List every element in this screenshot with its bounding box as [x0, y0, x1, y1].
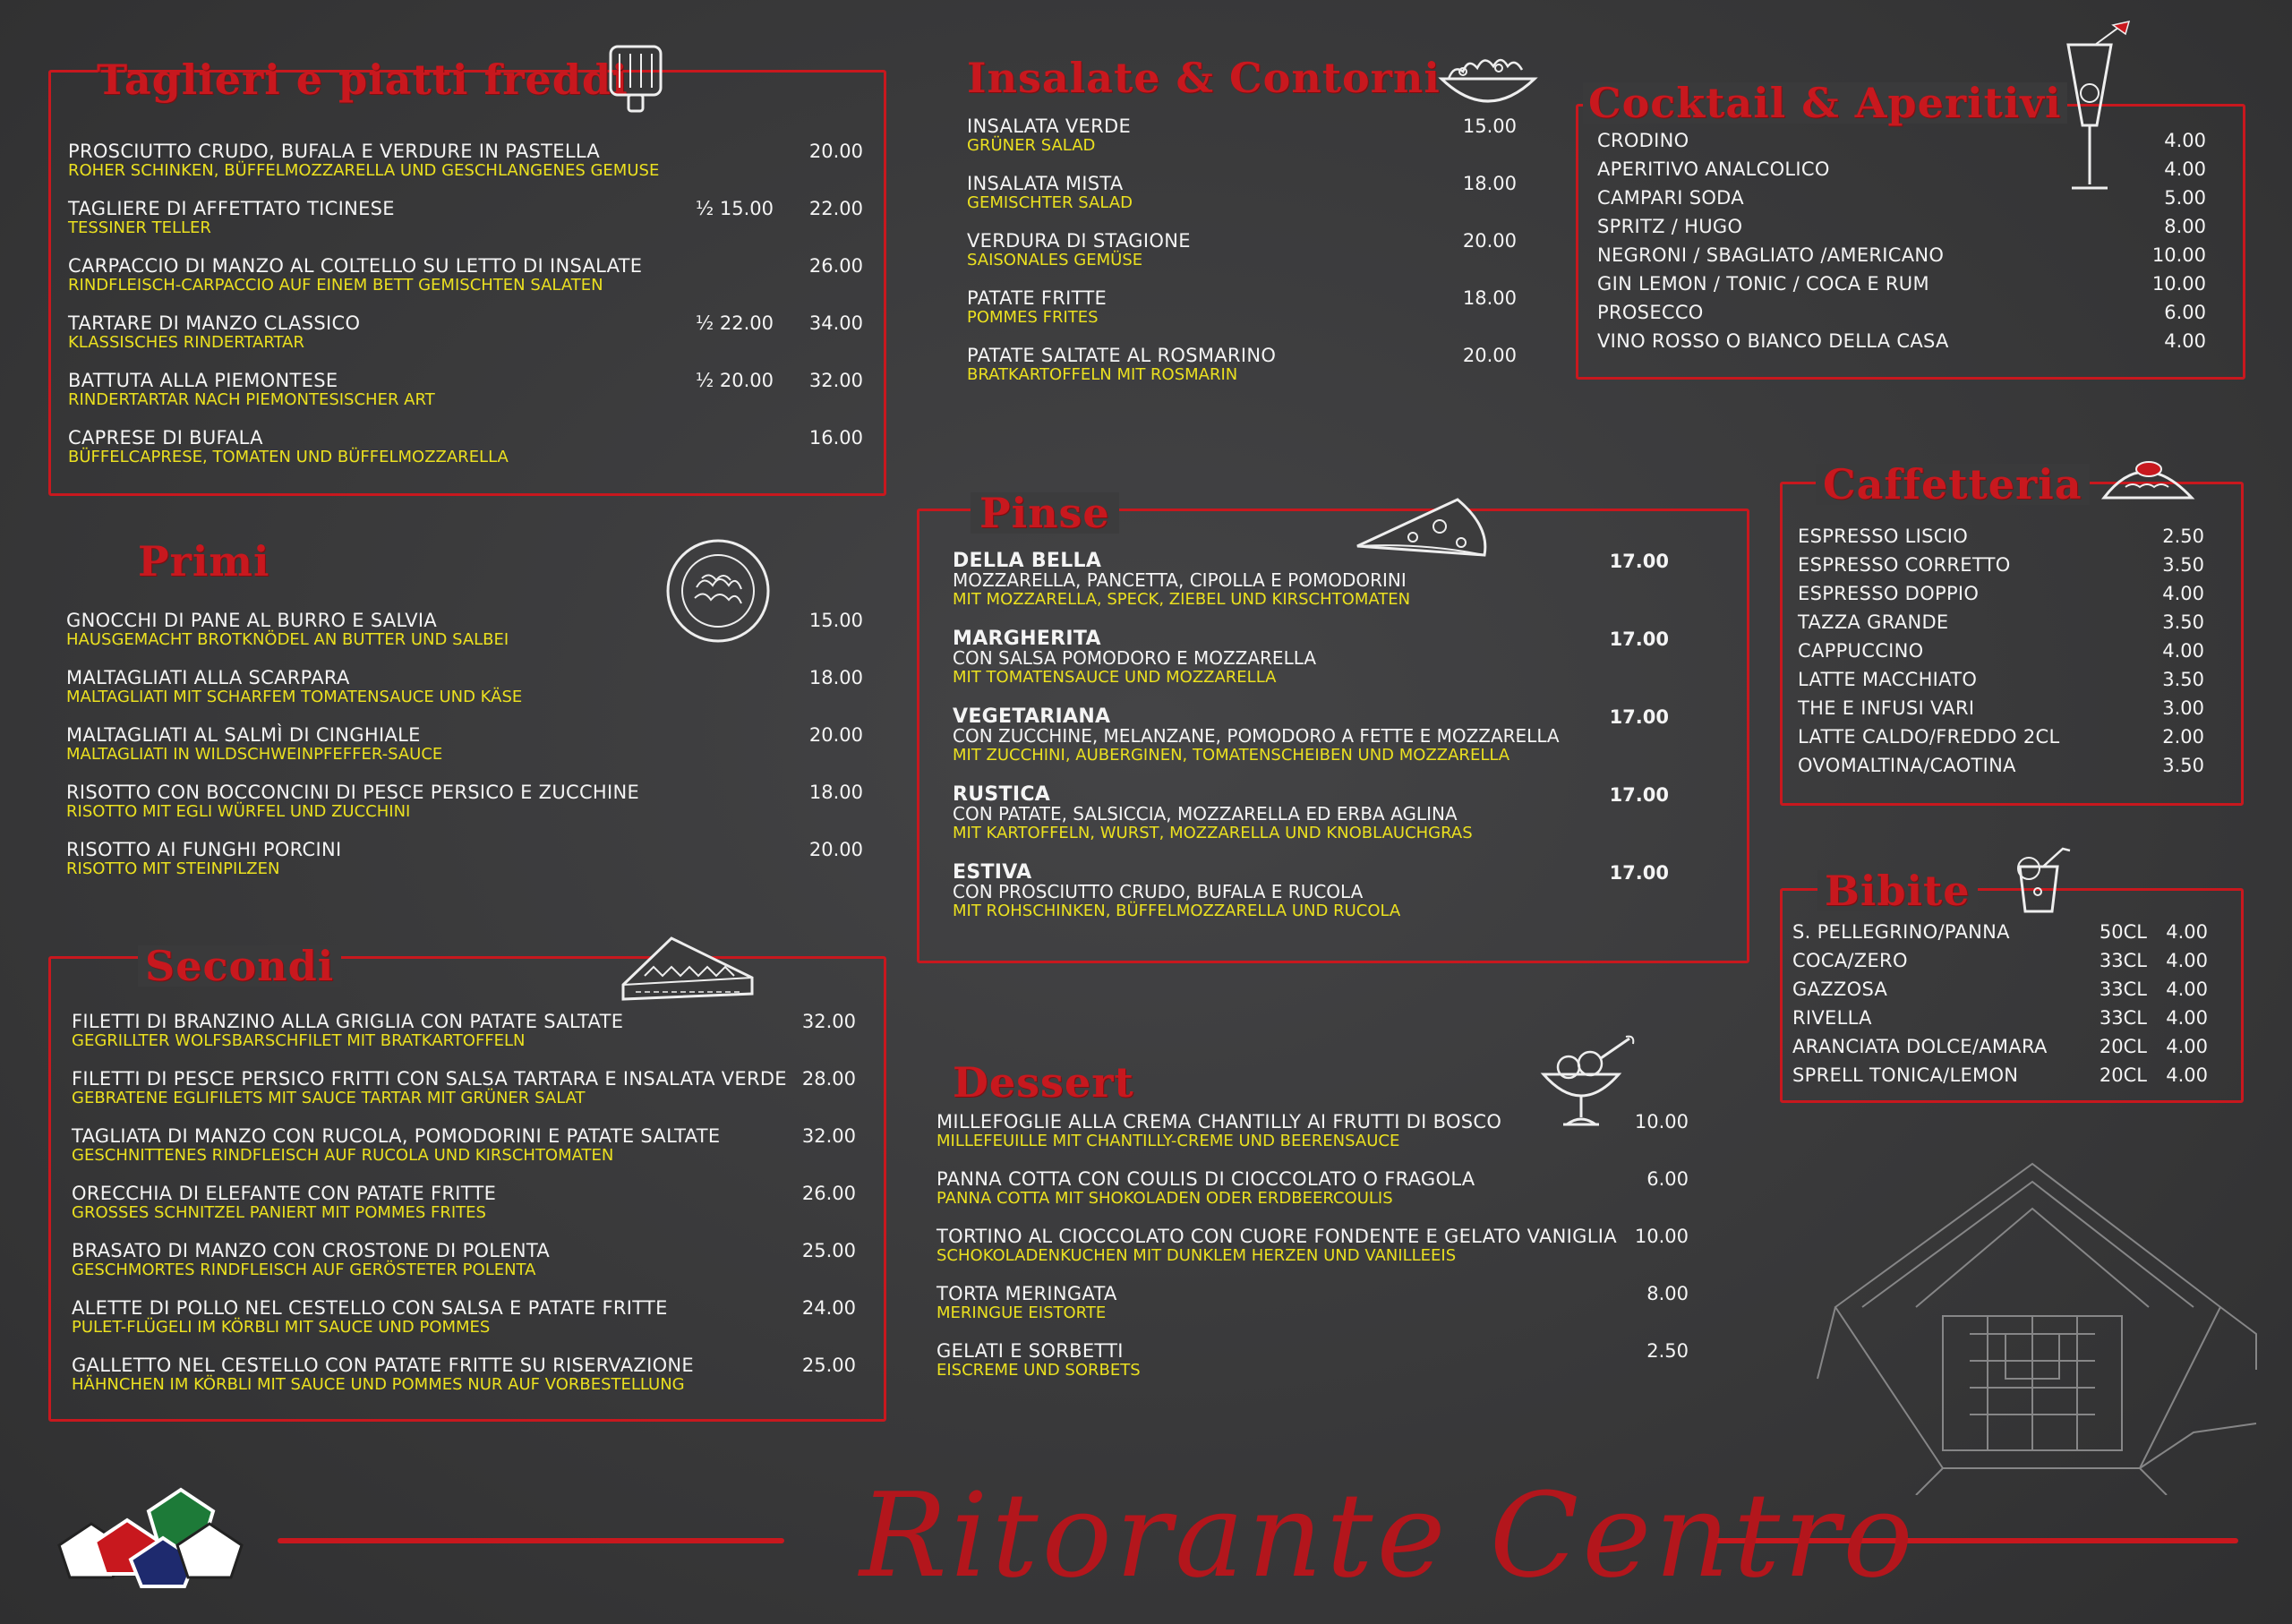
list-item [66, 611, 863, 668]
pinsa-desc: MIT MOZZARELLA, SPECK, ZIEBEL UND KIRSCHTOMATEN [953, 590, 1411, 609]
item-desc: RINDFLEISCH-CARPACCIO AUF EINEM BETT GEMISCHTEN SALATEN [68, 276, 603, 295]
item-desc: TESSINER TELLER [68, 218, 211, 237]
item-name: NEGRONI / SBAGLIATO /AMERICANO [1597, 244, 1945, 266]
item-name: ESPRESSO LISCIO [1798, 526, 1969, 547]
item-name: LATTE CALDO/FREDDO 2CL [1798, 726, 2060, 748]
item-price: 17.00 [1609, 628, 1669, 650]
item-price: 28.00 [801, 1068, 856, 1090]
item-price: 32.00 [801, 1125, 856, 1147]
list-item [1792, 951, 2208, 979]
item-half-price: ½ 15.00 [695, 198, 774, 219]
item-price: 34.00 [808, 312, 863, 334]
item-name: PROSCIUTTO CRUDO, BUFALA E VERDURE IN PASTELLA [68, 141, 601, 162]
item-desc: SCHOKOLADENKUCHEN MIT DUNKLEM HERZEN UND VANILLEEIS [936, 1246, 1457, 1265]
building-sketch-icon [1809, 1155, 2265, 1495]
pinsa-ingredients: CON PATATE, SALSICCIA, MOZZARELLA ED ERBA AGLINA [953, 803, 1458, 825]
list-item [72, 1069, 856, 1126]
item-name: GELATI E SORBETTI [936, 1340, 1124, 1362]
item-price: 4.00 [2166, 950, 2208, 971]
salad-bowl-icon [1436, 52, 1540, 115]
list-item [953, 629, 1669, 707]
item-price: 26.00 [808, 255, 863, 277]
item-name: CRODINO [1597, 130, 1689, 151]
footer-line-left [278, 1538, 784, 1543]
item-name: CAPRESE DI BUFALA [68, 427, 263, 449]
item-name: GAZZOSA [1792, 979, 1888, 1000]
item-name: TORTA MERINGATA [936, 1283, 1117, 1304]
item-price: 32.00 [801, 1011, 856, 1032]
list-item [72, 1184, 856, 1241]
item-price: 17.00 [1609, 862, 1669, 884]
item-price: 2.00 [2162, 726, 2204, 748]
item-price: 2.50 [2162, 526, 2204, 547]
list-item [953, 707, 1669, 785]
cocktail-list [1597, 131, 2206, 360]
item-price: 4.00 [2162, 640, 2204, 662]
taglieri-title: Taglieri e piatti freddi [97, 56, 629, 104]
item-name: COCA/ZERO [1792, 950, 1908, 971]
item-name: OVOMALTINA/CAOTINA [1798, 755, 2016, 776]
list-item [953, 551, 1669, 629]
list-item [1792, 1065, 2208, 1094]
item-desc: EISCREME UND SORBETS [936, 1361, 1141, 1380]
coffee-beans-icon [2099, 451, 2197, 503]
list-item [967, 116, 1517, 174]
taglieri-list [68, 141, 863, 485]
item-price: 20.00 [808, 839, 863, 860]
item-name: SPRELL TONICA/LEMON [1792, 1064, 2019, 1086]
item-name: TORTINO AL CIOCCOLATO CON CUORE FONDENTE E GELATO VANIGLIA [936, 1226, 1617, 1247]
list-item [72, 1126, 856, 1184]
pinsa-name: MARGHERITA [953, 628, 1101, 650]
primi-list [66, 611, 863, 897]
item-desc: GEGRILLTER WOLFSBARSCHFILET MIT BRATKARTOFFELN [72, 1031, 526, 1050]
item-size: 20CL [2099, 1064, 2147, 1086]
list-item [68, 428, 863, 485]
secondi-list [72, 1012, 856, 1413]
item-price: 18.00 [808, 782, 863, 803]
item-desc: RINDERTARTAR NACH PIEMONTESISCHER ART [68, 390, 435, 409]
list-item [936, 1227, 1689, 1284]
item-desc: POMMES FRITES [967, 308, 1099, 327]
list-item [1798, 698, 2204, 727]
item-size: 33CL [2099, 979, 2147, 1000]
list-item [72, 1298, 856, 1355]
list-item [1798, 612, 2204, 641]
item-price: 4.00 [2162, 583, 2204, 604]
list-item [1798, 641, 2204, 670]
item-price: 3.50 [2162, 669, 2204, 690]
list-item [1792, 979, 2208, 1008]
item-name: BRASATO DI MANZO CON CROSTONE DI POLENTA [72, 1240, 550, 1261]
item-name: ESPRESSO DOPPIO [1798, 583, 1980, 604]
pinsa-name: VEGETARIANA [953, 705, 1111, 728]
item-name: PANNA COTTA CON COULIS DI CIOCCOLATO O FRAGOLA [936, 1168, 1475, 1190]
list-item [936, 1169, 1689, 1227]
item-price: 20.00 [808, 724, 863, 746]
item-name: MALTAGLIATI AL SALMÌ DI CINGHIALE [66, 724, 421, 746]
item-name: ESPRESSO CORRETTO [1798, 554, 2011, 576]
list-item [68, 141, 863, 199]
item-size: 33CL [2099, 950, 2147, 971]
list-item [936, 1341, 1689, 1398]
item-size: 20CL [2099, 1036, 2147, 1057]
item-price: 4.00 [2164, 330, 2206, 352]
item-price: 3.50 [2162, 755, 2204, 776]
item-price: 10.00 [1634, 1111, 1689, 1133]
item-desc: BRATKARTOFFELN MIT ROSMARIN [967, 365, 1238, 384]
item-desc: GEMISCHTER SALAD [967, 193, 1133, 212]
list-item [936, 1284, 1689, 1341]
item-price: 20.00 [1462, 230, 1517, 252]
list-item [66, 725, 863, 782]
secondi-title: Secondi [138, 945, 341, 987]
list-item [953, 863, 1669, 941]
item-name: LATTE MACCHIATO [1798, 669, 1978, 690]
item-name: VINO ROSSO O BIANCO DELLA CASA [1597, 330, 1949, 352]
item-name: CARPACCIO DI MANZO AL COLTELLO SU LETTO DI INSALATE [68, 255, 643, 277]
item-desc: PULET-FLÜGELI IM KÖRBLI MIT SAUCE UND POMMES [72, 1318, 491, 1337]
primi-title: Primi [138, 537, 270, 585]
item-price: 4.00 [2166, 921, 2208, 943]
list-item [68, 199, 863, 256]
bibite-list [1792, 922, 2208, 1094]
item-name: ALETTE DI POLLO NEL CESTELLO CON SALSA E PATATE FRITTE [72, 1297, 668, 1319]
caffetteria-title: Caffetteria [1816, 464, 2090, 505]
list-item [66, 668, 863, 725]
item-price: 3.00 [2162, 697, 2204, 719]
caffetteria-list [1798, 526, 2204, 784]
item-price: 2.50 [1646, 1340, 1689, 1362]
item-price: 17.00 [1609, 551, 1669, 572]
list-item [967, 231, 1517, 288]
item-desc: GRÜNER SALAD [967, 136, 1096, 155]
list-item [1798, 584, 2204, 612]
item-name: MILLEFOGLIE ALLA CREMA CHANTILLY AI FRUTTI DI BOSCO [936, 1111, 1502, 1133]
item-desc: MALTAGLIATI MIT SCHARFEM TOMATENSAUCE UND KÄSE [66, 688, 523, 706]
item-name: TARTARE DI MANZO CLASSICO [68, 312, 361, 334]
list-item [1597, 274, 2206, 303]
item-name: THE E INFUSI VARI [1798, 697, 1975, 719]
list-item [68, 313, 863, 371]
list-item [1792, 1008, 2208, 1037]
item-name: TAGLIERE DI AFFETTATO TICINESE [68, 198, 395, 219]
item-name: GIN LEMON / TONIC / COCA E RUM [1597, 273, 1929, 295]
item-price: 20.00 [1462, 345, 1517, 366]
item-price: 22.00 [808, 198, 863, 219]
item-price: 4.00 [2164, 130, 2206, 151]
item-price: 6.00 [1646, 1168, 1689, 1190]
item-price: 16.00 [808, 427, 863, 449]
pinsa-desc: MIT KARTOFFELN, WURST, MOZZARELLA UND KNOBLAUCHGRAS [953, 824, 1473, 842]
list-item [68, 371, 863, 428]
item-name: BATTUTA ALLA PIEMONTESE [68, 370, 338, 391]
pinsa-name: ESTIVA [953, 861, 1032, 884]
list-item [1597, 303, 2206, 331]
item-desc: GESCHMORTES RINDFLEISCH AUF GERÖSTETER POLENTA [72, 1261, 536, 1279]
list-item [953, 785, 1669, 863]
logo-pentagons-icon [52, 1472, 251, 1588]
item-name: ARANCIATA DOLCE/AMARA [1792, 1036, 2048, 1057]
item-price: 18.00 [1462, 173, 1517, 194]
list-item [1597, 131, 2206, 159]
item-half-price: ½ 22.00 [695, 312, 774, 334]
item-half-price: ½ 20.00 [695, 370, 774, 391]
item-desc: SAISONALES GEMÜSE [967, 251, 1143, 269]
pinsa-ingredients: MOZZARELLA, PANCETTA, CIPOLLA E POMODORINI [953, 569, 1407, 591]
item-size: 50CL [2099, 921, 2147, 943]
list-item [1792, 922, 2208, 951]
item-price: 20.00 [808, 141, 863, 162]
drink-glass-icon [2011, 845, 2074, 917]
bibite-title: Bibite [1817, 870, 1978, 911]
item-name: RISOTTO CON BOCCONCINI DI PESCE PERSICO E ZUCCHINE [66, 782, 640, 803]
list-item [967, 174, 1517, 231]
item-price: 10.00 [2151, 244, 2206, 266]
pinsa-ingredients: CON SALSA POMODORO E MOZZARELLA [953, 647, 1316, 669]
item-price: 24.00 [801, 1297, 856, 1319]
item-name: CAPPUCCINO [1798, 640, 1924, 662]
item-price: 18.00 [808, 667, 863, 688]
item-size: 33CL [2099, 1007, 2147, 1029]
item-name: PATATE SALTATE AL ROSMARINO [967, 345, 1277, 366]
pinse-list [953, 551, 1669, 941]
list-item [72, 1241, 856, 1298]
list-item [72, 1355, 856, 1413]
item-price: 17.00 [1609, 784, 1669, 806]
cutting-board-icon [605, 43, 668, 113]
list-item [1798, 756, 2204, 784]
item-price: 4.00 [2164, 158, 2206, 180]
list-item [1597, 331, 2206, 360]
item-name: SPRITZ / HUGO [1597, 216, 1743, 237]
list-item [72, 1012, 856, 1069]
list-item [1597, 188, 2206, 217]
item-desc: PANNA COTTA MIT SHOKOLADEN ODER ERDBEERCOULIS [936, 1189, 1393, 1208]
insalate-title: Insalate & Contorni [967, 54, 1441, 102]
item-name: TAZZA GRANDE [1798, 611, 1949, 633]
pinsa-desc: MIT TOMATENSAUCE UND MOZZARELLA [953, 668, 1277, 687]
item-price: 4.00 [2166, 1007, 2208, 1029]
item-price: 4.00 [2166, 1036, 2208, 1057]
list-item [967, 288, 1517, 346]
pinsa-desc: MIT ROHSCHINKEN, BÜFFELMOZZARELLA UND RUCOLA [953, 902, 1401, 920]
item-desc: RISOTTO MIT STEINPILZEN [66, 859, 280, 878]
list-item [68, 256, 863, 313]
item-desc: GEBRATENE EGLIFILETS MIT SAUCE TARTAR MIT GRÜNER SALAT [72, 1089, 586, 1107]
list-item [936, 1112, 1689, 1169]
list-item [1798, 670, 2204, 698]
pinsa-desc: MIT ZUCCHINI, AUBERGINEN, TOMATENSCHEIBEN UND MOZZARELLA [953, 746, 1510, 765]
item-name: APERITIVO ANALCOLICO [1597, 158, 1830, 180]
item-desc: MERINGUE EISTORTE [936, 1303, 1107, 1322]
item-name: TAGLIATA DI MANZO CON RUCOLA, POMODORINI E PATATE SALTATE [72, 1125, 721, 1147]
item-price: 10.00 [1634, 1226, 1689, 1247]
item-name: PROSECCO [1597, 302, 1704, 323]
item-desc: BÜFFELCAPRESE, TOMATEN UND BÜFFELMOZZARELLA [68, 448, 509, 466]
item-name: INSALATA VERDE [967, 115, 1132, 137]
list-item [1798, 727, 2204, 756]
list-item [1597, 159, 2206, 188]
item-name: PATATE FRITTE [967, 287, 1108, 309]
item-desc: MILLEFEUILLE MIT CHANTILLY-CREME UND BEERENSAUCE [936, 1132, 1400, 1150]
list-item [967, 346, 1517, 403]
item-name: VERDURA DI STAGIONE [967, 230, 1191, 252]
item-price: 17.00 [1609, 706, 1669, 728]
item-price: 15.00 [1462, 115, 1517, 137]
cake-slice-icon [618, 931, 766, 1006]
item-name: CAMPARI SODA [1597, 187, 1744, 209]
cocktail-title: Cocktail & Aperitivi [1583, 82, 2067, 124]
item-price: 18.00 [1462, 287, 1517, 309]
item-desc: RISOTTO MIT EGLI WÜRFEL UND ZUCCHINI [66, 802, 411, 821]
item-price: 25.00 [801, 1240, 856, 1261]
dessert-list [936, 1112, 1689, 1398]
item-desc: ROHER SCHINKEN, BÜFFELMOZZARELLA UND GESCHLANGENES GEMUSE [68, 161, 660, 180]
item-name: GALLETTO NEL CESTELLO CON PATATE FRITTE SU RISERVAZIONE [72, 1355, 694, 1376]
item-price: 8.00 [2164, 216, 2206, 237]
item-price: 3.50 [2162, 611, 2204, 633]
item-name: MALTAGLIATI ALLA SCARPARA [66, 667, 350, 688]
list-item [1792, 1037, 2208, 1065]
item-price: 15.00 [808, 610, 863, 631]
item-price: 8.00 [1646, 1283, 1689, 1304]
item-name: RISOTTO AI FUNGHI PORCINI [66, 839, 342, 860]
restaurant-name: Ritorante Centro [860, 1467, 1917, 1603]
item-name: GNOCCHI DI PANE AL BURRO E SALVIA [66, 610, 438, 631]
item-desc: HÄHNCHEN IM KÖRBLI MIT SAUCE UND POMMES NUR AUF VORBESTELLUNG [72, 1375, 685, 1394]
list-item [1597, 245, 2206, 274]
item-price: 4.00 [2166, 1064, 2208, 1086]
item-name: FILETTI DI PESCE PERSICO FRITTI CON SALSA TARTARA E INSALATA VERDE [72, 1068, 787, 1090]
pinsa-ingredients: CON PROSCIUTTO CRUDO, BUFALA E RUCOLA [953, 881, 1364, 902]
item-name: ORECCHIA DI ELEFANTE CON PATATE FRITTE [72, 1183, 497, 1204]
item-desc: MALTAGLIATI IN WILDSCHWEINPFEFFER-SAUCE [66, 745, 443, 764]
item-desc: HAUSGEMACHT BROTKNÖDEL AN BUTTER UND SALBEI [66, 630, 509, 649]
list-item [1798, 555, 2204, 584]
item-desc: GROSSES SCHNITZEL PANIERT MIT POMMES FRITES [72, 1203, 486, 1222]
item-price: 26.00 [801, 1183, 856, 1204]
item-name: INSALATA MISTA [967, 173, 1124, 194]
item-desc: KLASSISCHES RINDERTARTAR [68, 333, 305, 352]
insalate-list [967, 116, 1517, 403]
item-name: RIVELLA [1792, 1007, 1872, 1029]
item-price: 4.00 [2166, 979, 2208, 1000]
list-item [1798, 526, 2204, 555]
item-name: FILETTI DI BRANZINO ALLA GRIGLIA CON PATATE SALTATE [72, 1011, 624, 1032]
pinsa-ingredients: CON ZUCCHINE, MELANZANE, POMODORO A FETTE E MOZZARELLA [953, 725, 1560, 747]
item-price: 5.00 [2164, 187, 2206, 209]
dessert-title: Dessert [953, 1058, 1134, 1107]
pinse-title: Pinse [971, 492, 1119, 534]
item-price: 25.00 [801, 1355, 856, 1376]
list-item [66, 840, 863, 897]
item-price: 10.00 [2151, 273, 2206, 295]
item-name: S. PELLEGRINO/PANNA [1792, 921, 2010, 943]
pinsa-name: RUSTICA [953, 783, 1051, 806]
item-price: 6.00 [2164, 302, 2206, 323]
pinsa-name: DELLA BELLA [953, 550, 1102, 572]
list-item [66, 782, 863, 840]
item-price: 32.00 [808, 370, 863, 391]
item-price: 3.50 [2162, 554, 2204, 576]
item-desc: GESCHNITTENES RINDFLEISCH AUF RUCOLA UND KIRSCHTOMATEN [72, 1146, 614, 1165]
list-item [1597, 217, 2206, 245]
